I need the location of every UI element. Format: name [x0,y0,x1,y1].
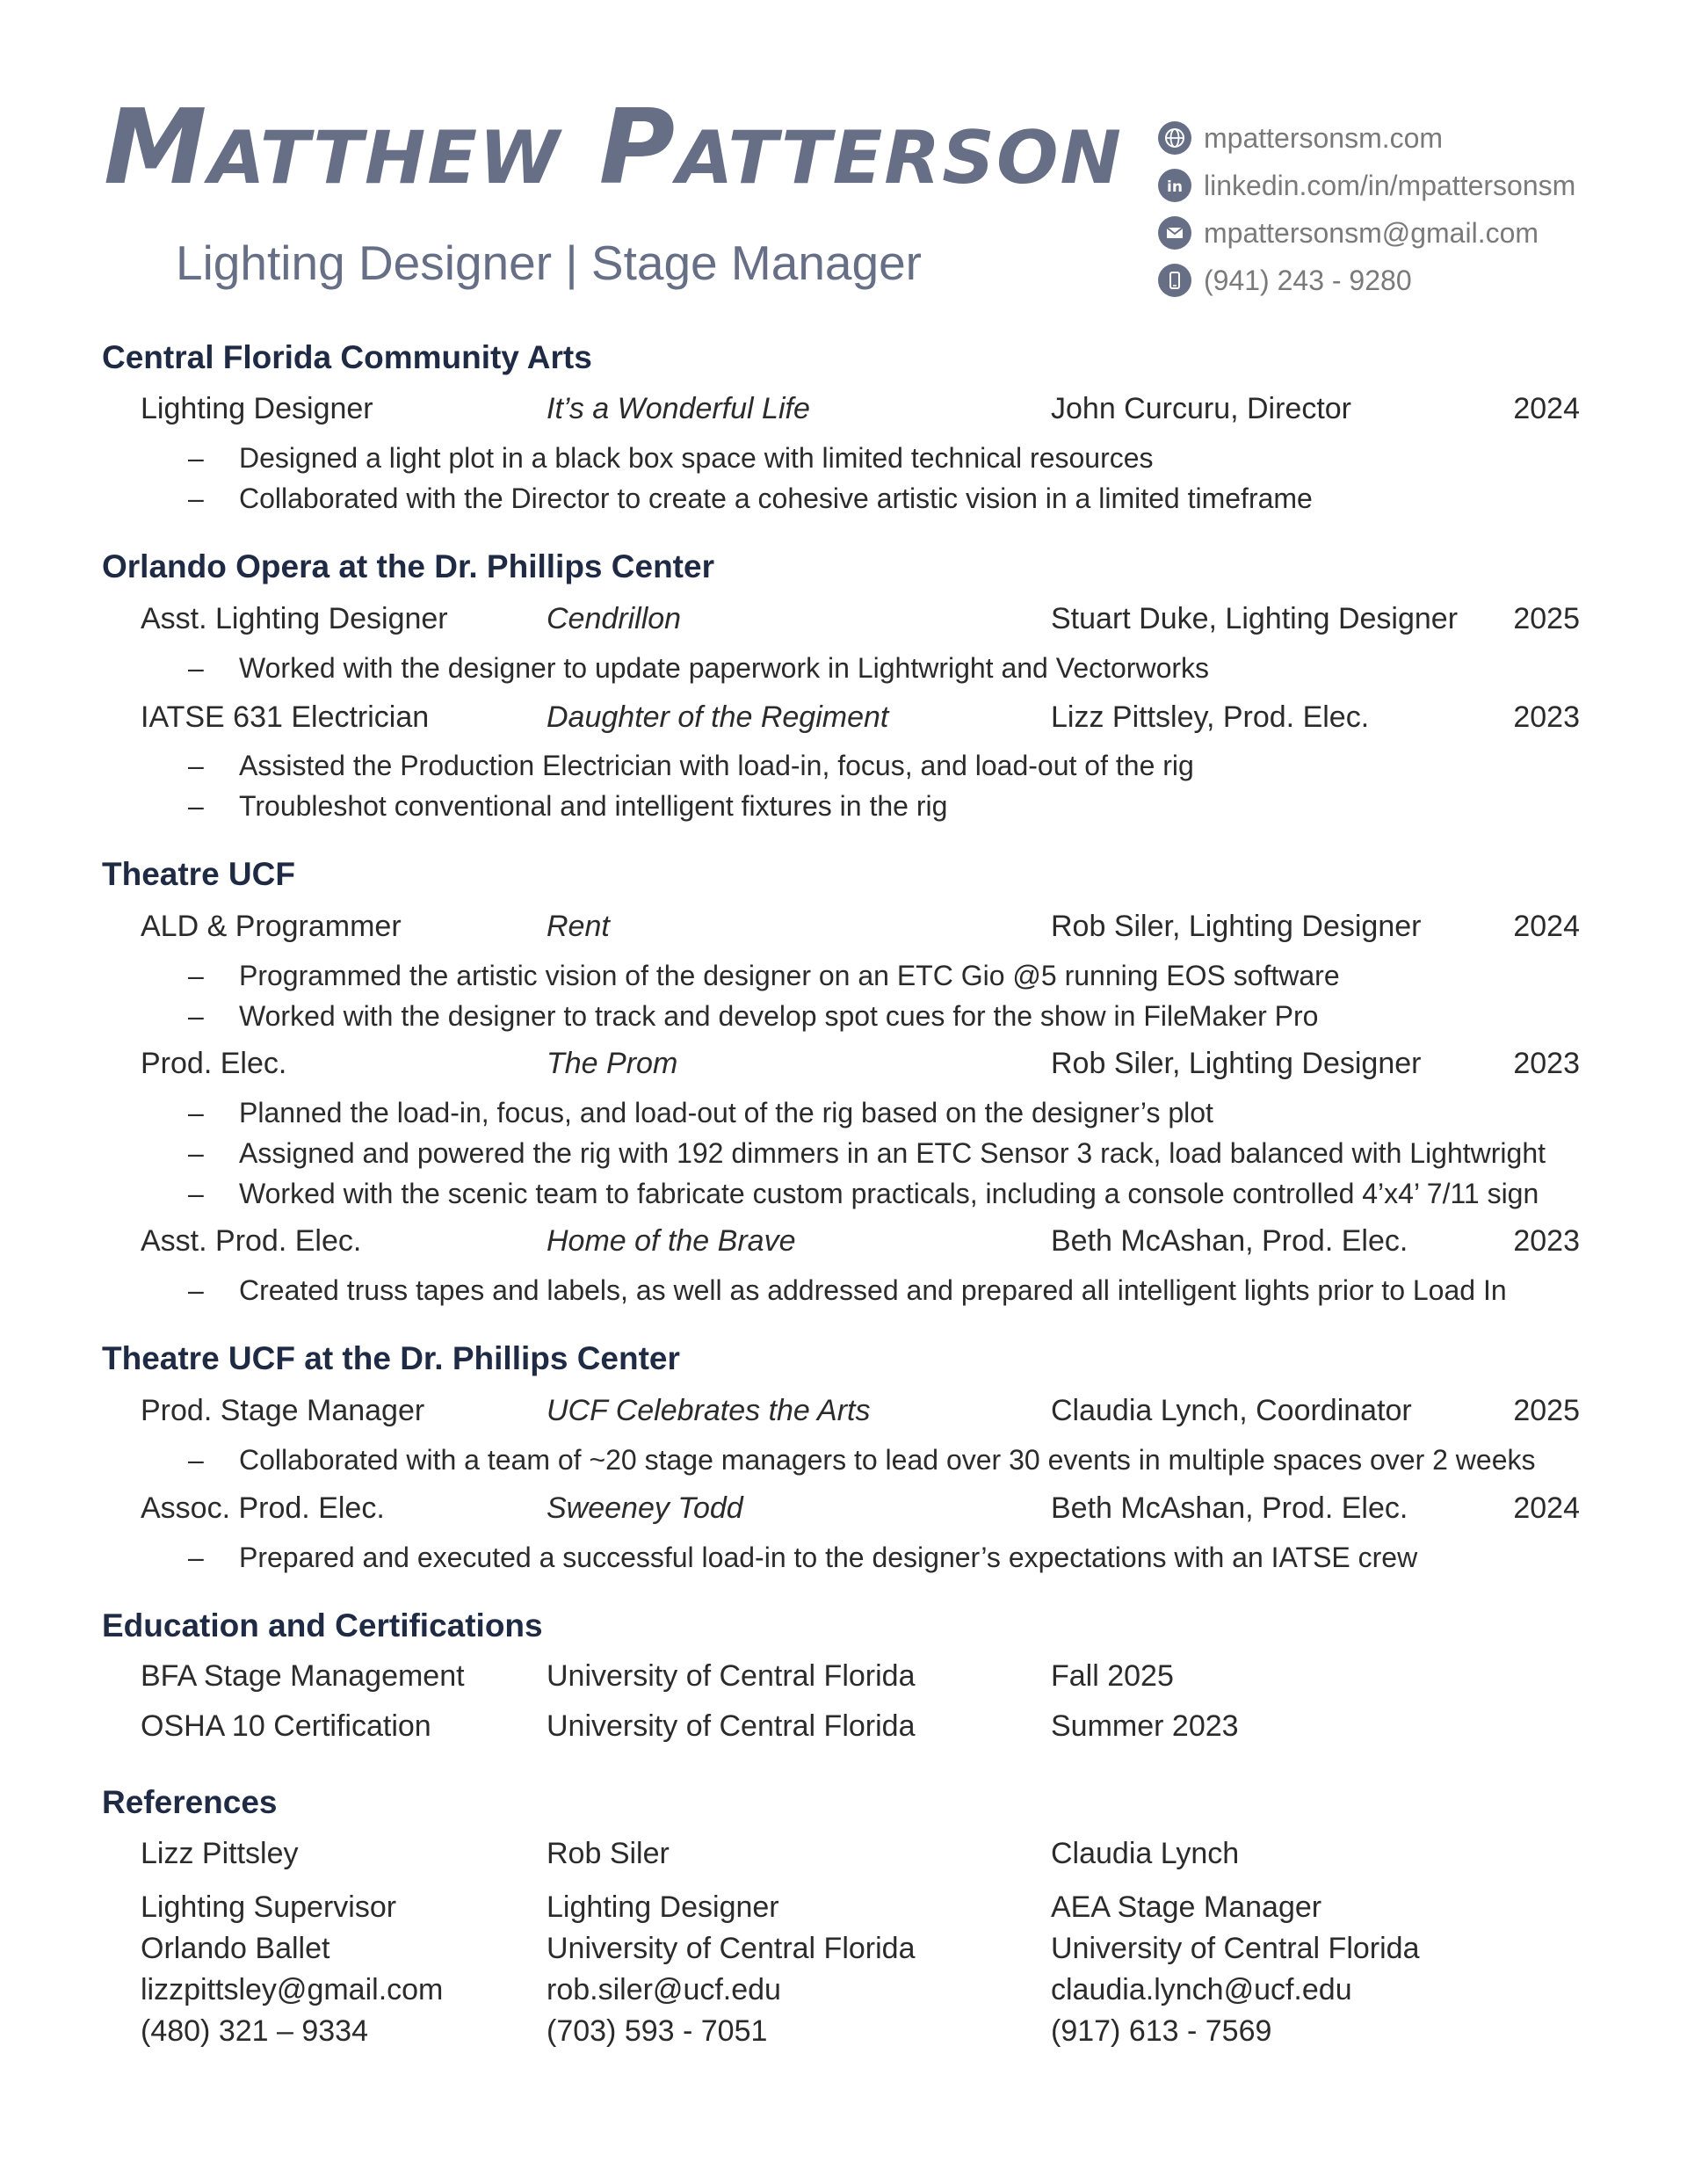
role: IATSE 631 Electrician [141,700,430,734]
reference-line: Orlando Ballet [141,1932,330,1965]
supervisor: Beth McAshan, Prod. Elec. [1051,1224,1408,1258]
reference-phone: (917) 613 - 7569 [1051,2014,1272,2048]
supervisor: Lizz Pittsley, Prod. Elec. [1051,700,1370,734]
linkedin-icon [1158,169,1191,202]
supervisor: Stuart Duke, Lighting Designer [1051,602,1459,635]
reference-card [1051,1837,1419,2052]
contact-text: mpattersonsm@gmail.com [1204,216,1539,249]
reference-name: Rob Siler [547,1837,670,1870]
contact-block [1158,114,1575,304]
reference-card [547,1837,915,2052]
contact-phone[interactable] [1158,257,1575,304]
contact-email[interactable] [1158,209,1575,257]
experience-row [0,910,1687,950]
phone-icon [1158,264,1191,297]
reference-line: AEA Stage Manager [1051,1890,1322,1924]
role: Assoc. Prod. Elec. [141,1491,385,1525]
role: ALD & Programmer [141,910,402,943]
reference-email[interactable]: claudia.lynch@ucf.edu [1051,1973,1352,2006]
reference-name: Claudia Lynch [1051,1837,1240,1870]
contact-text: linkedin.com/in/mpattersonsm [1204,169,1576,201]
year: 2023 [1513,1047,1580,1080]
reference-line: University of Central Florida [1051,1932,1420,1965]
supervisor: Rob Siler, Lighting Designer [1051,910,1422,943]
section-heading: Theatre UCF [102,856,295,892]
supervisor: Beth McAshan, Prod. Elec. [1051,1491,1408,1525]
resume-subtitle: Lighting Designer | Stage Manager [176,236,922,290]
section-heading: Orlando Opera at the Dr. Phillips Center [102,548,714,584]
year: 2025 [1513,602,1580,635]
contact-website[interactable] [1158,114,1575,162]
year: 2023 [1513,1224,1580,1258]
year: 2024 [1513,910,1580,943]
reference-line: Lighting Supervisor [141,1890,397,1924]
reference-line: Lighting Designer [547,1890,779,1924]
role: Prod. Elec. [141,1047,287,1080]
reference-email[interactable]: lizzpittsley@gmail.com [141,1973,444,2006]
reference-phone: (703) 593 - 7051 [547,2014,768,2048]
institution: University of Central Florida [547,1659,916,1693]
show-title: The Prom [547,1047,678,1080]
contact-text: mpattersonsm.com [1204,121,1444,154]
institution: University of Central Florida [547,1709,916,1743]
show-title: Home of the Brave [547,1224,796,1258]
supervisor: John Curcuru, Director [1051,392,1352,425]
year: 2023 [1513,700,1580,734]
show-title: Cendrillon [547,602,682,635]
section-heading: Education and Certifications [102,1607,543,1643]
reference-phone: (480) 321 – 9334 [141,2014,368,2048]
reference-line: University of Central Florida [547,1932,916,1965]
contact-linkedin[interactable] [1158,162,1575,209]
role: Prod. Stage Manager [141,1394,425,1427]
experience-row [0,392,1687,432]
show-title: It’s a Wonderful Life [547,392,810,425]
experience-row [0,602,1687,642]
resume-page: Matthew Patterson Lighting Designer | Stage Manager mpattersonsm.com in linkedin.com/in/mpattersonsm mpattersonsm@gmail.com (941) 243 - 9280 Central Florida Community Arts Lighting Designer It’s a Wonderful Life John Curcuru, Director 2024 – Designed a light plot in a black box space with limited technical resources – Collaborated with the Director to create a cohesive artistic vision in a limited timeframe Orlando Opera at the Dr. Phillips Center Asst. Lighting Designer Cendrillon Stuart Duke, Lighting Designer 2025 – Worked with the designer to update paperwork in Lightwright and Vectorworks IATSE 631 Electrician Daughter of the Regiment Lizz Pittsley, Prod. Elec. 2023 – Assisted the Production Electrician with load-in, focus, and load-out of the rig – Troubleshot conventional and intelligent fixtures in the rig Theatre UCF ALD & Programmer Rent Rob Siler, Lighting Designer 2024 – Programmed the artistic vision of the designer on an ETC Gio @5 running EOS software – Worked with the designer to track and develop spot cues for the show in FileMaker Pro Prod. Elec. The Prom Rob Siler, Lighting Designer 2023 – Planned the load-in, focus, and load-out of the rig based on the designer’s plot – Assigned and powered the rig with 192 dimmers in an ETC Sensor 3 rack, load balanced with Lightwright – Worked with the scenic team to fabricate custom practicals, including a console controlled 4’x4’ 7/11 sign Asst. Prod. Elec. Home of the Brave Beth McAshan, Prod. Elec. 2023 – Created truss tapes and labels, as well as addressed and prepared all intelligent lights prior to Load In Theatre UCF at the Dr. Phillips Center Prod. Stage Manager UCF Celebrates the Arts Claudia Lynch, Coordinator 2025 – Collaborated with a team of ~20 stage managers to lead over 30 events in multiple spaces over 2 weeks Assoc. Prod. Elec. Sweeney Todd Beth McAshan, Prod. Elec. 2024 – Prepared and executed a successful load-in to the designer’s expectations with an IATSE crew Education and Certifications BFA Stage Management University of Central Florida Fall 2025 OSHA 10 Certification University of Central Florida Summer 2023 References Lizz Pittsley Lighting Supervisor Orlando Ballet lizzpittsley@gmail.com (480) 321 – 9334 Rob Siler Lighting Designer University of Central Florida rob.siler@ucf.edu (703) 593 - 7051 Claudia Lynch AEA Stage Manager University of Central Florida claudia.lynch@ucf.edu (917) 613 - 7569 [0,0,1687,2184]
contact-text: (941) 243 - 9280 [1204,264,1412,296]
show-title: Rent [547,910,610,943]
role: Lighting Designer [141,392,373,425]
role: Asst. Prod. Elec. [141,1224,362,1258]
experience-row [0,1224,1687,1265]
mail-icon [1158,216,1191,250]
year: 2024 [1513,392,1580,425]
show-title: Daughter of the Regiment [547,700,889,734]
date: Summer 2023 [1051,1709,1239,1743]
experience-row [0,1491,1687,1532]
year: 2024 [1513,1491,1580,1525]
show-title: UCF Celebrates the Arts [547,1394,871,1427]
section-heading: Theatre UCF at the Dr. Phillips Center [102,1340,680,1376]
reference-name: Lizz Pittsley [141,1837,299,1870]
globe-icon [1158,121,1191,155]
section-heading: References [102,1784,278,1820]
show-title: Sweeney Todd [547,1491,743,1525]
role: Asst. Lighting Designer [141,602,448,635]
supervisor: Rob Siler, Lighting Designer [1051,1047,1422,1080]
supervisor: Claudia Lynch, Coordinator [1051,1394,1412,1427]
svg-text:in: in [1167,178,1183,196]
reference-email[interactable]: rob.siler@ucf.edu [547,1973,781,2006]
credential: OSHA 10 Certification [141,1709,431,1743]
resume-name: Matthew Patterson [104,86,1123,207]
experience-row [0,700,1687,741]
experience-row [0,1394,1687,1434]
credential: BFA Stage Management [141,1659,465,1693]
reference-card [141,1837,443,2052]
year: 2025 [1513,1394,1580,1427]
section-heading: Central Florida Community Arts [102,339,592,375]
date: Fall 2025 [1051,1659,1174,1693]
experience-row [0,1047,1687,1087]
